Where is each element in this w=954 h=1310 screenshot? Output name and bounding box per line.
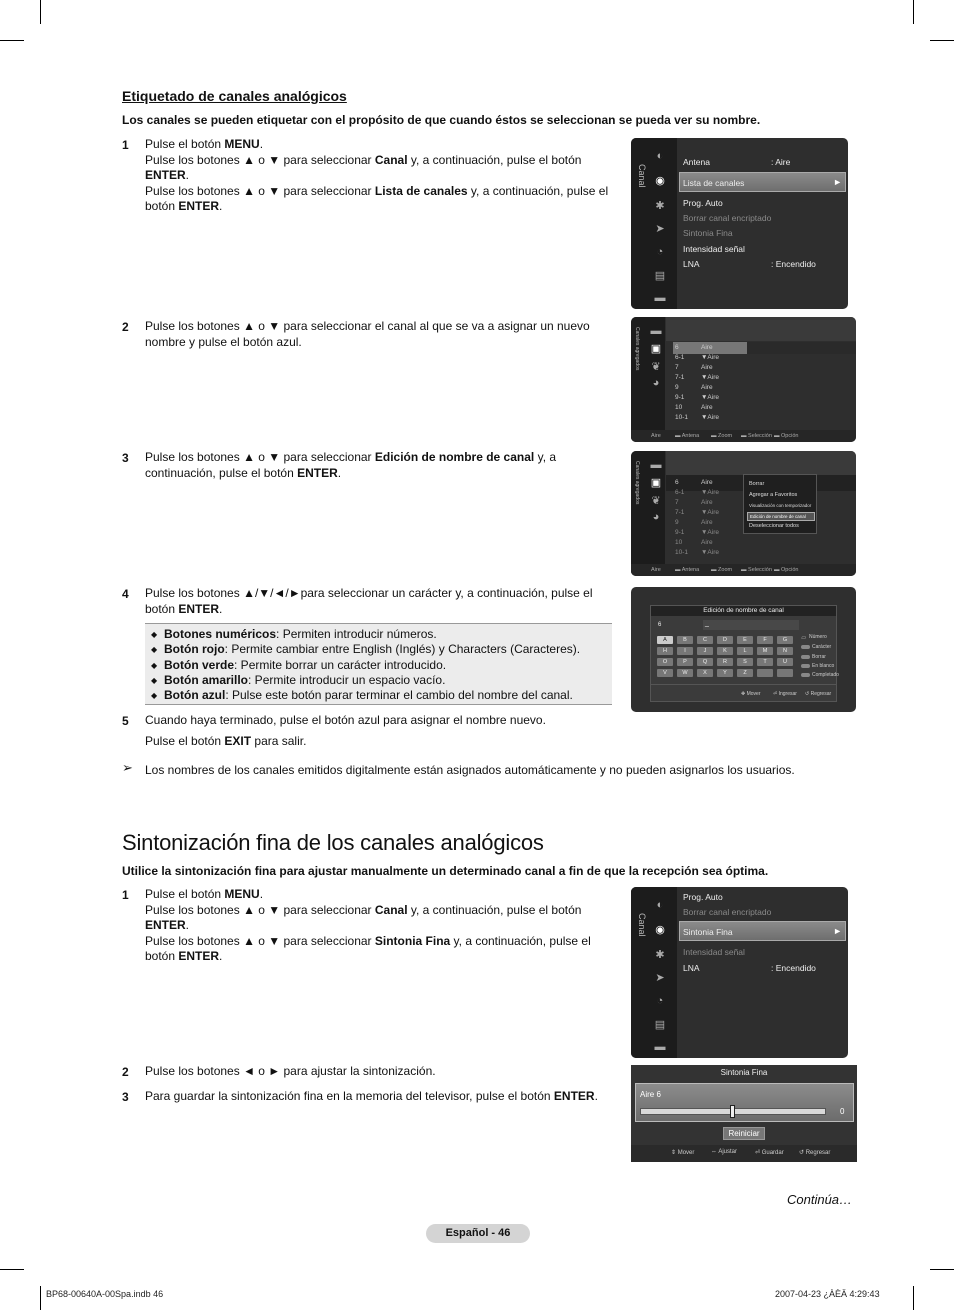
step-text: Cuando haya terminado, pulse el botón azul para asignar el nombre nuevo.	[145, 713, 546, 727]
step-number: 1	[122, 888, 129, 902]
step-number: 3	[122, 1090, 129, 1104]
note-text: Los nombres de los canales emitidos digitalmente están asignados automáticamente y no pueden asignarlos los usuarios.	[145, 763, 795, 777]
channel-number: 6-1	[675, 489, 685, 496]
step-number: 2	[122, 320, 129, 334]
menu-item-lna[interactable]: LNA : Encendido	[683, 259, 816, 269]
reset-button[interactable]: Reiniciar	[723, 1127, 765, 1140]
keyboard-key[interactable]: Z	[737, 669, 753, 677]
favorites-icon: ❦	[651, 361, 661, 373]
footer-save: ⏎ Guardar	[755, 1150, 784, 1156]
crop-mark	[0, 40, 24, 41]
keyboard-key[interactable]: N	[777, 647, 793, 655]
section-heading: Etiquetado de canales analógicos	[122, 88, 347, 104]
note-arrow-icon: ➢	[122, 760, 133, 775]
channel-number: 6	[675, 479, 679, 486]
channel-antenna: ▼Aire	[701, 489, 719, 496]
legend-item: ▭ Número	[801, 634, 827, 641]
list-item: ◆ Botón azul: Pulse este botón parar terminar el cambio del nombre del canal.	[151, 688, 573, 703]
channel-antenna: ▼Aire	[701, 414, 719, 421]
channel-number: 7	[675, 499, 679, 506]
sound-icon: ▤	[654, 270, 666, 282]
menu-item-sintonia-fina: Sintonia Fina	[683, 228, 733, 238]
list-category-label: Canales agregados	[634, 327, 640, 371]
keyboard-key[interactable]: R	[717, 658, 733, 666]
crop-mark	[40, 0, 41, 24]
list-header	[666, 317, 856, 341]
list-sidebar	[631, 451, 665, 576]
legend-item: Borrar	[801, 654, 826, 660]
all-channels-icon: ▬	[650, 325, 662, 337]
list-item: ◆ Botones numéricos: Permiten introducir números.	[151, 627, 437, 641]
channel-antenna: Aire	[701, 384, 713, 391]
channel-antenna: Aire	[701, 404, 713, 411]
legend-item: En blanco	[801, 663, 834, 669]
footer-label: ▬ Opción	[774, 567, 799, 573]
step-text: Pulse los botones ◄ o ► para ajustar la sintonización.	[145, 1064, 436, 1078]
keyboard-key[interactable]: P	[677, 658, 693, 666]
sound-icon: ▤	[654, 1019, 666, 1031]
footer-label: ▬ Selección	[741, 567, 772, 573]
section-heading: Sintonización fina de los canales analógicos	[122, 830, 544, 855]
added-channels-icon: ▣	[650, 343, 662, 355]
name-input[interactable]: _	[703, 620, 799, 630]
menu-category-label: Canal	[637, 164, 647, 188]
divider	[651, 684, 836, 685]
list-item: ◆ Botón rojo: Permite cambiar entre English (Inglés) y Characters (Caracteres).	[151, 642, 581, 657]
crop-mark	[913, 1286, 914, 1310]
dialog-title: Sintonia Fina	[720, 1068, 768, 1077]
step-number: 2	[122, 1065, 129, 1079]
channel-number: 7-1	[675, 374, 685, 381]
tv-menu-canal-sintonia	[631, 887, 848, 1058]
menu-item-intensidad[interactable]: Intensidad señal	[683, 244, 745, 254]
tv-channel-list	[631, 317, 856, 442]
footer-return: ↺ Regresar	[805, 691, 832, 697]
popup-item-edicion-nombre[interactable]: Edición de nombre de canal	[747, 512, 815, 521]
section-intro: Utilice la sintonización fina para ajustar manualmente un determinado canal a fin de que la recepción sea óptima.	[122, 864, 769, 878]
channel-number: 9	[675, 384, 679, 391]
menu-item-prog-auto[interactable]: Prog. Auto	[683, 198, 723, 208]
channel-icon: ◉	[655, 175, 665, 187]
menu-sidebar	[631, 138, 677, 309]
menu-sidebar	[631, 887, 677, 1058]
step-number: 3	[122, 451, 129, 465]
channel-antenna: ▼Aire	[701, 394, 719, 401]
keyboard-key[interactable]: E	[737, 636, 753, 644]
step-text: Pulse los botones ▲ o ▼ para seleccionar el canal al que se va a asignar un nuevo nombre y pulse el botón azul.	[145, 319, 590, 349]
step-text: Pulse los botones ▲/▼/◄/►para seleccionar un carácter y, a continuación, pulse el botón ENTER.	[145, 586, 593, 616]
diamond-icon: ◆	[151, 691, 158, 701]
footer-label: ▬ Selección	[741, 433, 772, 439]
list-footer	[631, 430, 856, 442]
keyboard-key[interactable]: K	[717, 647, 733, 655]
footer-label: ▬ Zoom	[711, 433, 733, 439]
diamond-icon: ◆	[151, 675, 158, 685]
keyboard-key[interactable]: S	[737, 658, 753, 666]
step-text: Pulse el botón EXIT para salir.	[145, 734, 307, 748]
picture-icon: ◐	[656, 899, 664, 911]
footer-label: ▬ Opción	[774, 433, 799, 439]
footer-label: ▬ Antena	[675, 567, 700, 573]
crop-mark	[930, 1269, 954, 1270]
footer-label: Aire	[651, 433, 661, 439]
crop-mark	[913, 0, 914, 24]
footer-move: ✥ Mover	[741, 691, 761, 697]
channel-antenna: ▼Aire	[701, 529, 719, 536]
all-channels-icon: ▬	[650, 459, 662, 471]
print-date-label: 2007-04-23 ¿ÀÈÄ 4:29:43	[775, 1289, 880, 1299]
keyboard-key[interactable]: O	[657, 658, 673, 666]
input-icon: ➤	[655, 972, 665, 984]
channel-number: 10-1	[675, 414, 689, 421]
keyboard-key[interactable]: G	[777, 636, 793, 644]
keyboard-key[interactable]: X	[697, 669, 713, 677]
keyboard-key[interactable]: D	[717, 636, 733, 644]
diamond-icon: ◆	[151, 630, 158, 639]
list-footer	[631, 564, 856, 576]
setup-icon: ✱	[655, 949, 665, 961]
step-text: Pulse los botones ▲ o ▼ para seleccionar Edición de nombre de canal y, a continuación, pulse el botón ENTER.	[145, 450, 557, 480]
keyboard-key[interactable]	[757, 669, 773, 677]
list-header	[666, 451, 856, 475]
picture-icon: ◐	[656, 150, 664, 162]
footer-label: Aire	[651, 567, 661, 573]
keyboard-key[interactable]: A	[657, 636, 673, 644]
keyboard-key[interactable]: H	[657, 647, 673, 655]
application-icon: ▬	[654, 1041, 666, 1053]
menu-item-borrar-canal: Borrar canal encriptado	[683, 213, 772, 223]
tv-name-editor	[631, 587, 856, 712]
step-text: Para guardar la sintonización fina en la memoria del televisor, pulse el botón ENTER.	[145, 1089, 598, 1103]
channel-antenna: Aire	[701, 479, 713, 486]
setup-icon: ✱	[655, 200, 665, 212]
channel-antenna: ▼Aire	[701, 374, 719, 381]
list-sidebar	[631, 317, 665, 442]
timer-icon: ◔	[656, 246, 664, 258]
list-item: ◆ Botón amarillo: Permite introducir un espacio vacío.	[151, 672, 446, 687]
added-channels-icon: ▣	[650, 477, 662, 489]
button-bullet-list	[145, 623, 612, 705]
crop-mark	[0, 1269, 24, 1270]
channel-icon: ◉	[655, 924, 665, 936]
channel-antenna: Aire	[701, 364, 713, 371]
menu-category-label: Canal	[637, 913, 647, 937]
legend-item: Carácter	[801, 644, 831, 650]
popup-item-favoritos[interactable]: Agregar a Favoritos	[749, 492, 798, 498]
arrow-right-icon: ►	[833, 177, 842, 187]
continua-label: Continúa…	[787, 1192, 853, 1207]
keyboard-key[interactable]: W	[677, 669, 693, 677]
menu-item-antena[interactable]: Antena : Aire	[683, 157, 791, 167]
menu-item-lista-de-canales[interactable]: Lista de canales	[683, 178, 745, 188]
tune-channel: Aire 6	[640, 1090, 661, 1099]
keyboard-key[interactable]: M	[757, 647, 773, 655]
programmed-icon: ◕	[652, 377, 660, 389]
channel-number: 9-1	[675, 394, 685, 401]
channel-antenna: ▼Aire	[701, 354, 719, 361]
channel-antenna: ▼Aire	[701, 549, 719, 556]
timer-icon: ◔	[656, 995, 664, 1007]
crop-mark	[40, 1286, 41, 1310]
diamond-icon: ◆	[151, 660, 158, 670]
menu-item-prog-auto[interactable]: Prog. Auto	[683, 892, 723, 902]
menu-item-borrar-canal: Borrar canal encriptado	[683, 907, 772, 917]
list-row-bar	[747, 342, 856, 354]
keyboard-key[interactable]: F	[757, 636, 773, 644]
crop-mark	[930, 40, 954, 41]
legend-item: Completado	[801, 672, 839, 678]
application-icon: ▬	[654, 292, 666, 304]
channel-antenna: Aire	[701, 344, 713, 351]
footer-move: ⇕ Mover	[671, 1150, 695, 1156]
keyboard-key[interactable]: L	[737, 647, 753, 655]
options-popup	[743, 474, 817, 534]
editor-title: Edición de nombre de canal	[651, 606, 836, 616]
tv-channel-list-options	[631, 451, 856, 576]
popup-item-deseleccionar[interactable]: Deseleccionar todos	[749, 523, 799, 529]
keyboard-key[interactable]: J	[697, 647, 713, 655]
channel-number: 7	[675, 364, 679, 371]
footer-adjust: ⇔ Ajustar	[711, 1149, 738, 1155]
arrow-right-icon: ►	[833, 926, 842, 936]
step-text: Pulse el botón MENU. Pulse los botones ▲ o ▼ para seleccionar Canal y, a continuación, pulse el botón ENTER. Pulse los botones ▲ o ▼ para seleccionar Sintonia Fina y, a continuación, pulse el botón ENTER.	[145, 887, 591, 963]
keyboard-key[interactable]	[777, 669, 793, 677]
page-number-badge: Español - 46	[426, 1224, 530, 1243]
footer-enter: ⏎ Ingresar	[773, 691, 797, 697]
channel-number: 10	[675, 539, 683, 546]
keyboard-key[interactable]: V	[657, 669, 673, 677]
keyboard-key[interactable]: C	[697, 636, 713, 644]
editor-channel: 6	[658, 622, 662, 628]
tune-slider-thumb[interactable]	[730, 1105, 735, 1118]
keyboard-key[interactable]: Q	[697, 658, 713, 666]
channel-number: 10-1	[675, 549, 689, 556]
popup-item-temporizador[interactable]: Visualización con temporizador	[749, 503, 812, 508]
section-intro: Los canales se pueden etiquetar con el propósito de que cuando éstos se seleccionan se pueda ver su nombre.	[122, 113, 761, 127]
favorites-icon: ❦	[651, 495, 661, 507]
keyboard-key[interactable]: U	[777, 658, 793, 666]
programmed-icon: ◕	[652, 511, 660, 523]
channel-number: 9	[675, 519, 679, 526]
step-text: Pulse el botón MENU. Pulse los botones ▲ o ▼ para seleccionar Canal y, a continuación, pulse el botón ENTER. Pulse los botones ▲ o ▼ para seleccionar Lista de canales y, a continuación, pulse el botón ENTER.	[145, 137, 609, 213]
footer-return: ↺ Regresar	[799, 1150, 831, 1156]
menu-item-sintonia-fina[interactable]: Sintonia Fina	[683, 927, 733, 937]
keyboard-key[interactable]: Y	[717, 669, 733, 677]
menu-item-intensidad: Intensidad señal	[683, 947, 745, 957]
tune-value: 0	[840, 1107, 845, 1116]
keyboard-key[interactable]: B	[677, 636, 693, 644]
keyboard-key[interactable]: T	[757, 658, 773, 666]
menu-item-lna[interactable]: LNA : Encendido	[683, 963, 816, 973]
list-item: ◆ Botón verde: Permite borrar un carácter introducido.	[151, 657, 447, 672]
channel-antenna: Aire	[701, 539, 713, 546]
print-file-label: BP68-00640A-00Spa.indb 46	[46, 1289, 164, 1299]
popup-item-borrar[interactable]: Borrar	[749, 481, 765, 487]
channel-number: 6-1	[675, 354, 685, 361]
footer-label: ▬ Zoom	[711, 567, 733, 573]
list-category-label: Canales agregados	[634, 461, 640, 505]
step-number: 1	[122, 138, 129, 152]
channel-number: 10	[675, 404, 683, 411]
channel-antenna: Aire	[701, 499, 713, 506]
input-icon: ➤	[655, 223, 665, 235]
diamond-icon: ◆	[151, 645, 158, 655]
channel-antenna: ▼Aire	[701, 509, 719, 516]
footer-label: ▬ Antena	[675, 433, 700, 439]
channel-number: 6	[675, 344, 679, 351]
keyboard-key[interactable]: I	[677, 647, 693, 655]
tune-panel	[635, 1083, 854, 1122]
channel-antenna: Aire	[701, 519, 713, 526]
channel-number: 7-1	[675, 509, 685, 516]
step-number: 5	[122, 714, 129, 728]
channel-number: 9-1	[675, 529, 685, 536]
tv-menu-canal	[631, 138, 848, 309]
tv-fine-tune-dialog	[631, 1065, 857, 1162]
step-number: 4	[122, 587, 129, 601]
